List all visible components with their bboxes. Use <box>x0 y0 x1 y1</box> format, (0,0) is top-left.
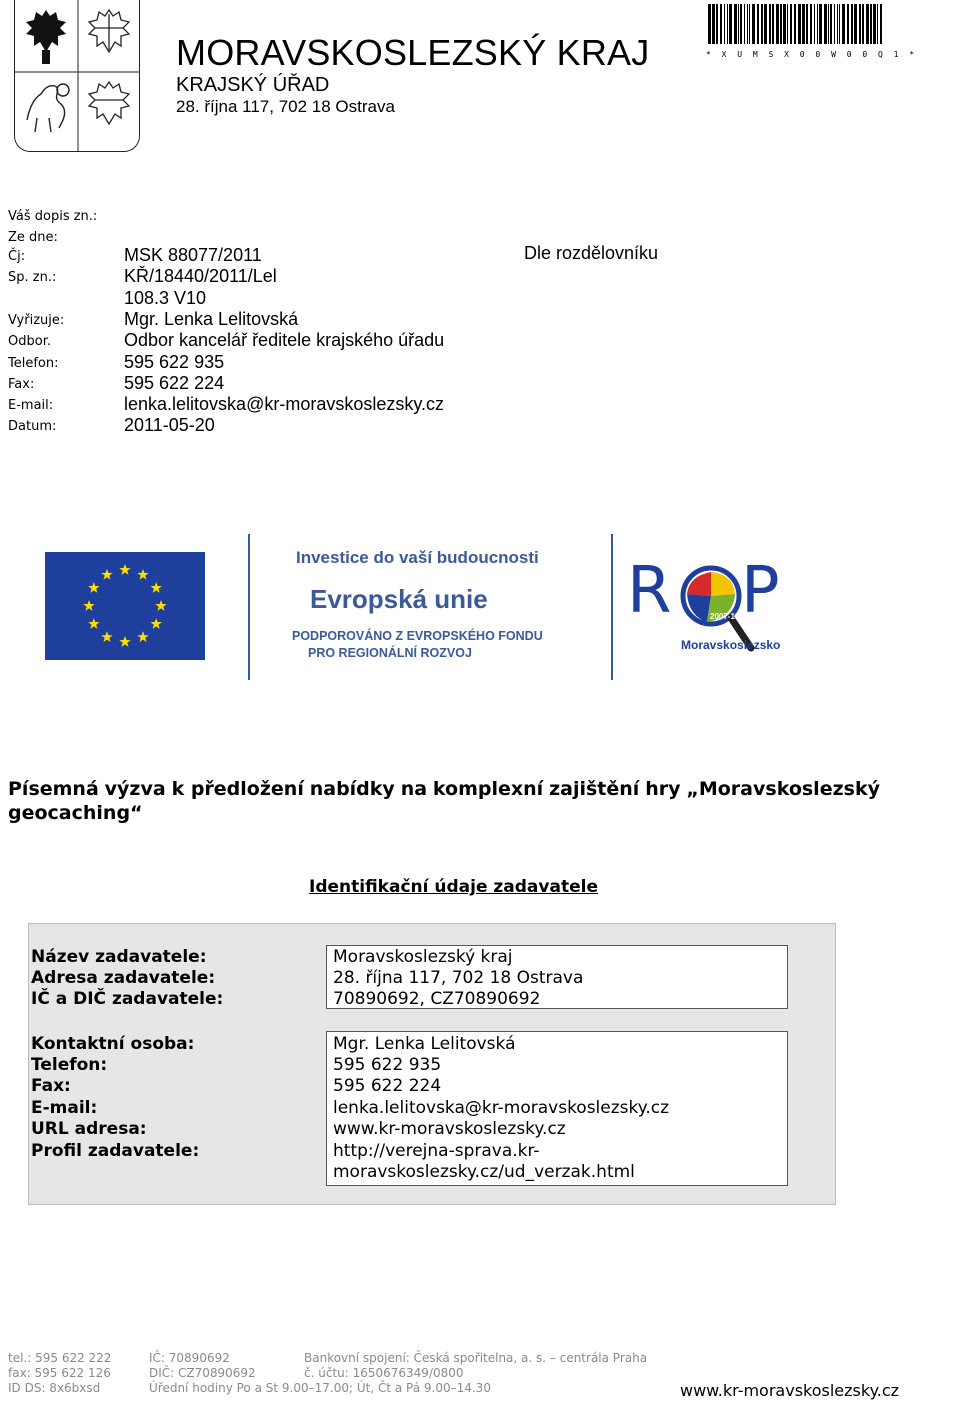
panel-label: Název zadavatele: <box>31 947 207 967</box>
meta-label: Ze dne: <box>8 230 58 245</box>
eu-star <box>137 569 148 580</box>
barcode-bar <box>747 4 748 44</box>
meta-label: Váš dopis zn.: <box>8 209 98 224</box>
heading-word: na <box>400 778 428 800</box>
barcode-bar <box>769 4 771 44</box>
rop-years: 2007-13 <box>710 612 740 621</box>
eu-star <box>88 618 99 629</box>
meta-value: KŘ/18440/2011/Lel <box>124 266 277 286</box>
barcode-bar <box>790 4 792 44</box>
document-heading <box>8 777 880 825</box>
barcode-bar <box>734 4 737 44</box>
barcode-bar <box>740 4 742 44</box>
barcode-bar <box>828 4 829 44</box>
barcode-bar <box>866 4 869 44</box>
heading-line-1 <box>8 777 880 801</box>
meta-value: Mgr. Lenka Lelitovská <box>124 309 299 329</box>
panel-label: Adresa zadavatele: <box>31 968 216 988</box>
heading-word: hry <box>645 778 681 800</box>
barcode-bar <box>798 4 801 44</box>
footer-bank <box>304 1351 647 1381</box>
meta-value: 2011-05-20 <box>124 415 215 435</box>
section-subheading: Identifikační údaje zadavatele <box>309 877 598 897</box>
barcode-bar <box>802 4 805 44</box>
heading-word: zajištění <box>549 778 640 800</box>
region-name: MORAVSKOSLEZSKÝ KRAJ <box>176 32 650 73</box>
banner-divider <box>248 534 250 680</box>
barcode-bar <box>819 4 822 44</box>
barcode-bar <box>738 4 739 44</box>
eu-star <box>119 636 130 647</box>
barcode-bar <box>712 4 715 44</box>
rop-logo <box>627 554 802 660</box>
eu-flag <box>45 552 205 660</box>
barcode-bar <box>783 4 786 44</box>
banner-line-2: Evropská unie <box>310 584 488 614</box>
recipient: Dle rozdělovníku <box>524 243 659 263</box>
barcode-bar <box>837 4 838 44</box>
barcode-bar <box>834 4 835 44</box>
barcode-bar <box>880 4 882 44</box>
meta-label: E-mail: <box>8 398 54 413</box>
panel-label: Profil zadavatele: <box>31 1141 200 1161</box>
banner-line-4: PRO REGIONÁLNÍ ROZVOJ <box>308 646 472 660</box>
panel-label: Fax: <box>31 1076 71 1096</box>
barcode-bar <box>854 4 857 44</box>
barcode-bar <box>870 4 872 44</box>
barcode-bar <box>757 4 759 44</box>
barcode-bar <box>824 4 827 44</box>
panel-label: E-mail: <box>31 1098 98 1118</box>
barcode-bar <box>794 4 796 44</box>
heading-word: nabídky <box>309 778 395 800</box>
meta-label: Datum: <box>8 419 57 434</box>
panel-value: 595 622 224 <box>333 1076 442 1096</box>
panel-value: www.kr-moravskoslezsky.cz <box>333 1119 566 1139</box>
meta-label: Telefon: <box>8 356 59 371</box>
eu-star <box>150 582 161 593</box>
barcode-bar <box>749 4 750 44</box>
barcode-bar <box>877 4 878 44</box>
meta-label: Vyřizuje: <box>8 313 65 328</box>
panel-value: http://verejna-sprava.kr- <box>333 1141 540 1161</box>
footer-dic: DIČ: CZ70890692 <box>149 1366 256 1380</box>
panel-value: Mgr. Lenka Lelitovská <box>333 1034 516 1054</box>
banner-divider <box>611 534 613 680</box>
footer-ic: IČ: 70890692 <box>149 1351 230 1365</box>
meta-label: Odbor. <box>8 334 51 349</box>
barcode-text: * X U M S X 0 0 W 0 0 Q 1 * <box>706 50 918 59</box>
panel-value: lenka.lelitovska@kr-moravskoslezsky.cz <box>333 1098 670 1118</box>
barcode-bar <box>830 4 832 44</box>
barcode-bar <box>862 4 864 44</box>
panel-label: Kontaktní osoba: <box>31 1034 195 1054</box>
panel-value: 595 622 935 <box>333 1055 442 1075</box>
barcode-bar <box>787 4 788 44</box>
barcode-bar <box>708 4 711 44</box>
barcode-bar <box>752 4 755 44</box>
footer-fax: fax: 595 622 126 <box>8 1366 111 1380</box>
eu-star <box>119 564 130 575</box>
heading-line-2: geocaching“ <box>8 802 143 824</box>
eu-star <box>83 600 94 611</box>
footer-databox: ID DS: 8x6bxsd <box>8 1381 101 1395</box>
barcode-bar <box>716 4 718 44</box>
rop-letter-p: P <box>741 554 780 628</box>
barcode-bar <box>817 4 818 44</box>
barcode-bar <box>851 4 853 44</box>
office-name: KRAJSKÝ ÚŘAD <box>176 74 330 96</box>
panel-label: URL adresa: <box>31 1119 147 1139</box>
eu-funding-banner <box>30 532 830 682</box>
panel-value: 70890692, CZ70890692 <box>333 989 541 1009</box>
barcode-bar <box>859 4 861 44</box>
footer-contact <box>8 1351 111 1396</box>
meta-label: Sp. zn.: <box>8 270 57 285</box>
barcode-bar <box>724 4 725 44</box>
heading-word: výzva <box>104 778 166 800</box>
banner-line-3: PODPOROVÁNO Z EVROPSKÉHO FONDU <box>292 629 543 643</box>
barcode-bar <box>806 4 808 44</box>
meta-value: 595 622 224 <box>124 373 225 393</box>
heading-word: Písemná <box>8 778 99 800</box>
eu-star <box>155 600 166 611</box>
meta-label: Čj: <box>8 249 26 264</box>
eu-star <box>137 631 148 642</box>
rop-region: Moravskoslezsko <box>681 638 781 652</box>
barcode-bar <box>810 4 812 44</box>
panel-value: Moravskoslezský kraj <box>333 947 513 967</box>
banner-line-1: Investice do vaší budoucnosti <box>296 548 539 567</box>
meta-value: Odbor kancelář ředitele krajského úřadu <box>124 330 445 350</box>
barcode-bar <box>764 4 767 44</box>
barcode-bar <box>873 4 876 44</box>
barcode-bar <box>772 4 774 44</box>
meta-value: 595 622 935 <box>124 352 225 372</box>
panel-value: 28. října 117, 702 18 Ostrava <box>333 968 584 988</box>
barcode-bar <box>744 4 745 44</box>
eu-star <box>101 569 112 580</box>
meta-value: MSK 88077/2011 <box>124 245 262 265</box>
heading-word: komplexní <box>432 778 544 800</box>
rop-letter-r: R <box>627 554 672 628</box>
heading-word: k předložení <box>171 778 304 800</box>
panel-label: Telefon: <box>31 1055 108 1075</box>
barcode-bar <box>720 4 722 44</box>
footer-phone: tel.: 595 622 222 <box>8 1351 112 1365</box>
barcode-bar <box>780 4 782 44</box>
footer-bank-name: Bankovní spojení: Česká spořitelna, a. s. – centrála Praha <box>304 1351 648 1365</box>
panel-label: IČ a DIČ zadavatele: <box>31 989 224 1009</box>
footer-account: č. účtu: 1650676349/0800 <box>304 1366 464 1380</box>
meta-value: lenka.lelitovska@kr-moravskoslezsky.cz <box>124 394 445 414</box>
barcode-bar <box>776 4 779 44</box>
eu-star <box>88 582 99 593</box>
barcode-bar <box>847 4 849 44</box>
panel-value: moravskoslezsky.cz/ud_verzak.html <box>333 1162 635 1182</box>
office-address: 28. října 117, 702 18 Ostrava <box>176 97 395 116</box>
eu-star <box>101 631 112 642</box>
meta-label: Fax: <box>8 377 35 392</box>
barcode-bar <box>814 4 815 44</box>
footer-website-link[interactable]: www.kr-moravskoslezsky.cz <box>680 1381 900 1400</box>
barcode-bar <box>729 4 732 44</box>
barcode-bar <box>727 4 728 44</box>
footer-hours: Úřední hodiny Po a St 9.00–17.00; Út, Čt a Pá 9.00–14.30 <box>149 1381 491 1395</box>
document-barcode <box>706 4 918 59</box>
eu-star <box>150 618 161 629</box>
barcode-bar <box>761 4 763 44</box>
regional-coat-of-arms <box>14 0 140 152</box>
meta-value: 108.3 V10 <box>124 288 207 308</box>
barcode-bar <box>839 4 840 44</box>
heading-word: „Moravskoslezský <box>686 778 880 800</box>
barcode-bar <box>842 4 845 44</box>
